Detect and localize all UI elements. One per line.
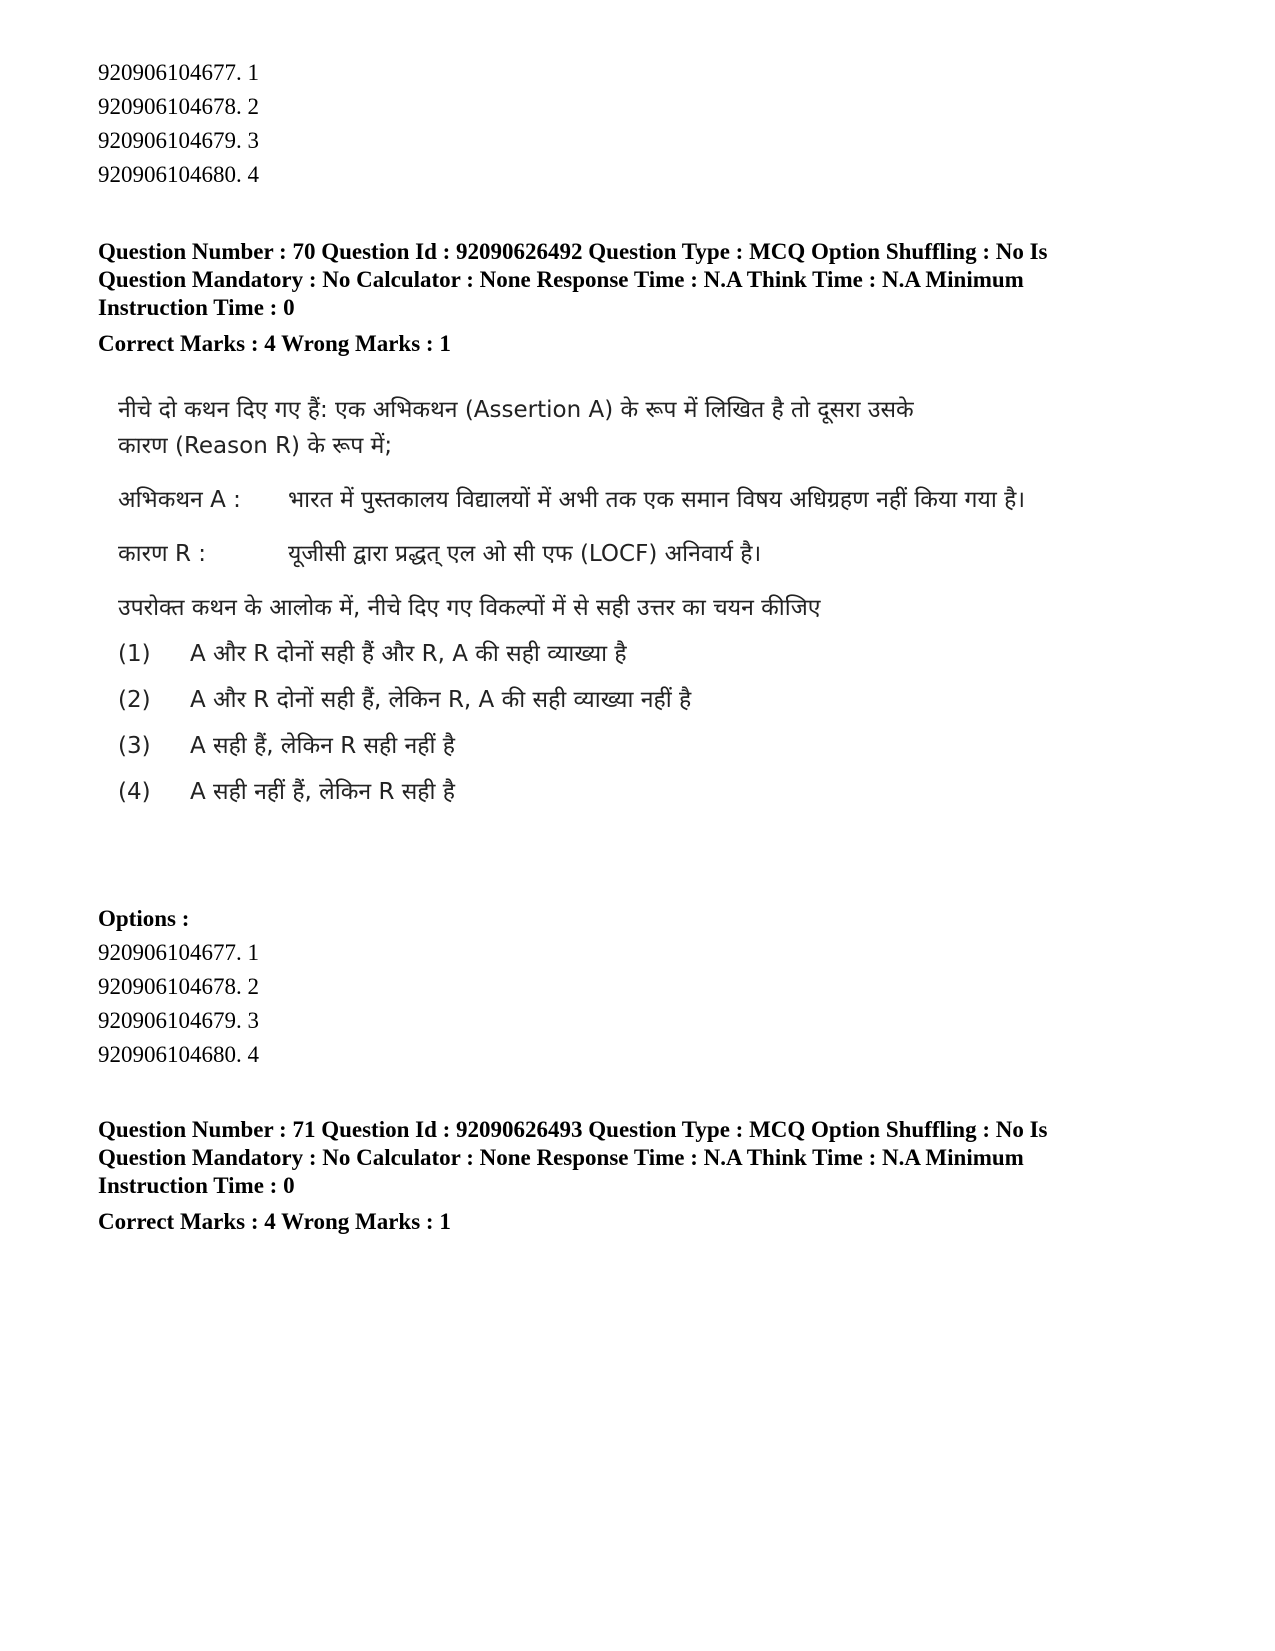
q70-option-1: 920906104677. 1 bbox=[98, 940, 259, 965]
q70-choice-3-num: (3) bbox=[118, 733, 151, 759]
q70-prompt: उपरोक्त कथन के आलोक में, नीचे दिए गए विकल्पों में से सही उत्तर का चयन कीजिए bbox=[118, 595, 821, 621]
q70-reason-label: कारण R : bbox=[118, 541, 207, 567]
q70-choice-1-num: (1) bbox=[118, 641, 151, 667]
q70-intro-line-1: नीचे दो कथन दिए गए हैं: एक अभिकथन (Assertion A) के रूप में लिखित है तो दूसरा उसके bbox=[118, 397, 914, 423]
q70-meta-line-2: Question Mandatory : No Calculator : None Response Time : N.A Think Time : N.A Minimum bbox=[98, 267, 1024, 292]
q71-meta-line-3: Instruction Time : 0 bbox=[98, 1173, 295, 1198]
q70-reason-text: यूजीसी द्वारा प्रद्धत् एल ओ सी एफ (LOCF) अनिवार्य है। bbox=[288, 541, 762, 567]
q70-meta-line-3: Instruction Time : 0 bbox=[98, 295, 295, 320]
q70-assertion-text: भारत में पुस्तकालय विद्यालयों में अभी तक एक समान विषय अधिग्रहण नहीं किया गया है। bbox=[288, 487, 1026, 513]
q70-question-body bbox=[118, 392, 1118, 810]
q70-marks: Correct Marks : 4 Wrong Marks : 1 bbox=[98, 331, 451, 356]
q70-choices bbox=[118, 636, 1118, 810]
q70-choice-2-text: A और R दोनों सही हैं, लेकिन R, A की सही व्याख्या नहीं है bbox=[190, 687, 692, 713]
q70-reason bbox=[118, 536, 1118, 572]
q70-choice-4 bbox=[118, 774, 1118, 810]
prev-option-2: 920906104678. 2 bbox=[98, 94, 259, 119]
prev-option-4: 920906104680. 4 bbox=[98, 162, 259, 187]
q70-choice-1 bbox=[118, 636, 1118, 672]
q70-intro-line-2: कारण (Reason R) के रूप में; bbox=[118, 433, 393, 459]
q70-options-heading: Options : bbox=[98, 906, 190, 931]
q70-choice-2 bbox=[118, 682, 1118, 718]
prev-option-3: 920906104679. 3 bbox=[98, 128, 259, 153]
q71-meta-line-1: Question Number : 71 Question Id : 92090626493 Question Type : MCQ Option Shuffling : No Is bbox=[98, 1117, 1048, 1142]
q71-meta-line-2: Question Mandatory : No Calculator : None Response Time : N.A Think Time : N.A Minimum bbox=[98, 1145, 1024, 1170]
q71-meta bbox=[98, 1116, 1158, 1200]
q70-option-2: 920906104678. 2 bbox=[98, 974, 259, 999]
q70-choice-3 bbox=[118, 728, 1118, 764]
q70-choice-2-num: (2) bbox=[118, 687, 151, 713]
q70-meta-line-1: Question Number : 70 Question Id : 92090626492 Question Type : MCQ Option Shuffling : No Is bbox=[98, 239, 1048, 264]
q70-choice-3-text: A सही हैं, लेकिन R सही नहीं है bbox=[190, 733, 455, 759]
q70-choice-4-text: A सही नहीं हैं, लेकिन R सही है bbox=[190, 779, 455, 805]
q71-marks: Correct Marks : 4 Wrong Marks : 1 bbox=[98, 1209, 451, 1234]
prev-option-1: 920906104677. 1 bbox=[98, 60, 259, 85]
q70-choice-1-text: A और R दोनों सही हैं और R, A की सही व्याख्या है bbox=[190, 641, 627, 667]
q70-meta bbox=[98, 238, 1158, 322]
q70-intro bbox=[118, 392, 1118, 464]
q70-option-3: 920906104679. 3 bbox=[98, 1008, 259, 1033]
q70-choice-4-num: (4) bbox=[118, 779, 151, 805]
q70-assertion-label: अभिकथन A : bbox=[118, 487, 241, 513]
q70-option-4: 920906104680. 4 bbox=[98, 1042, 259, 1067]
q70-assertion bbox=[118, 482, 1118, 518]
